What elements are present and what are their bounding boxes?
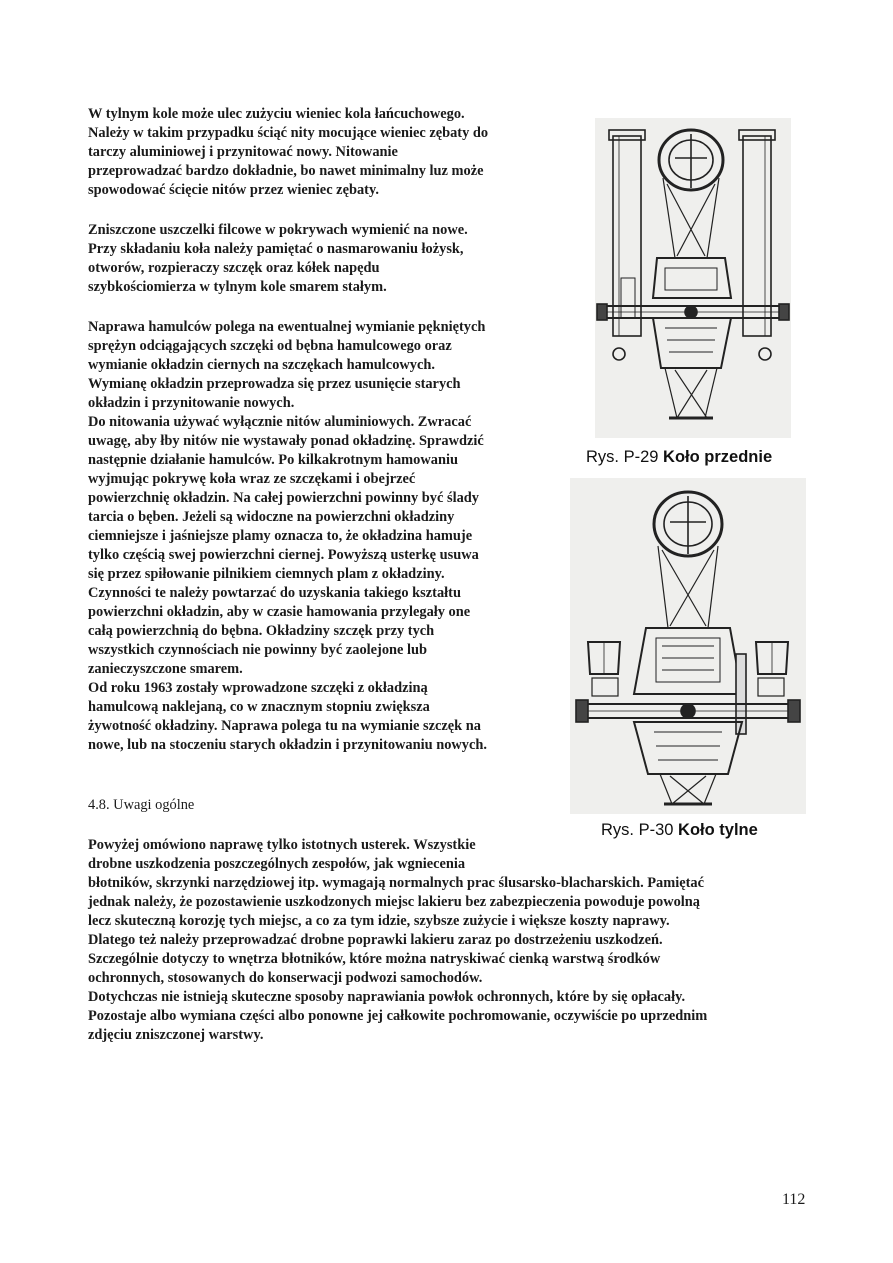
text-line: Pozostaje albo wymiana części albo ponowne jej całkowite pochromowanie, oczywiście po uprzednim (88, 1008, 708, 1024)
text-line: drobne uszkodzenia poszczególnych zespołów, jak wgniecenia (88, 856, 466, 872)
section-heading: 4.8. Uwagi ogólne (88, 797, 195, 813)
rear-wheel-figure (570, 478, 806, 814)
front-wheel-caption (586, 448, 772, 467)
caption-title: Koło przednie (663, 448, 773, 466)
front-wheel-hub-drawing-icon (595, 118, 791, 438)
paragraph-seals (88, 221, 468, 297)
text-line: żywotność okładziny. Naprawa polega tu na wymianie szczęk na (88, 718, 481, 734)
rear-wheel-caption (601, 821, 758, 840)
text-line: tarczy aluminiowej i przynitować nowy. Nitowanie (88, 144, 398, 160)
text-line: ochronnych, stosowanych do konserwacji podwozi samochodów. (88, 970, 483, 986)
text-line: całą powierzchnią do bębna. Okładziny szczęk przy tych (88, 623, 435, 639)
text-line: ciemniejsze i jaśniejsze plamy oznacza to, że okładzina hamuje (88, 528, 473, 544)
text-line: spowodować ścięcie nitów przez wieniec zębaty. (88, 182, 379, 198)
caption-prefix: Rys. P-30 (601, 821, 674, 839)
text-line: Czynności te należy powtarzać do uzyskania takiego kształtu (88, 585, 461, 601)
text-line: hamulcową naklejaną, co w znacznym stopniu zwiększa (88, 699, 430, 715)
text-line: otworów, rozpieraczy szczęk oraz kółek napędu (88, 260, 380, 276)
text-line: okładzin i przynitowanie nowych. (88, 395, 295, 411)
text-line: wyjmując pokrywę koła wraz ze szczękami i obejrzeć (88, 471, 416, 487)
caption-title: Koło tylne (678, 821, 758, 839)
text-line: przeprowadzać bardzo dokładnie, bo nawet minimalny luz może (88, 163, 484, 179)
text-line: się przez spiłowanie pilnikiem ciemnych plam z okładziny. (88, 566, 445, 582)
text-line: następnie działanie hamulców. Po kilkakrotnym hamowaniu (88, 452, 458, 468)
text-line: Do nitowania używać wyłącznie nitów aluminiowych. Zwracać (88, 414, 472, 430)
paragraph-chain-wheel (88, 105, 488, 200)
text-line: Zniszczone uszczelki filcowe w pokrywach wymienić na nowe. (88, 222, 468, 238)
text-line: Szczególnie dotyczy to wnętrza błotników, które można natryskiwać cienką warstwą środków (88, 951, 661, 967)
text-line: tylko częścią swej powierzchni ciernej. Powyższą usterkę usuwa (88, 547, 479, 563)
text-line: tarcia o bęben. Jeżeli są widoczne na powierzchni okładziny (88, 509, 455, 525)
text-line: Należy w takim przypadku ściąć nity mocujące wieniec zębaty do (88, 125, 489, 141)
text-line: Dotychczas nie istnieją skuteczne sposoby naprawiania powłok ochronnych, które by się opłacały. (88, 989, 686, 1005)
paragraph-brakes (88, 318, 487, 755)
text-line: W tylnym kole może ulec zużyciu wieniec kola łańcuchowego. (88, 106, 465, 122)
paragraph-general-notes (88, 836, 707, 1045)
front-wheel-figure (595, 118, 791, 438)
caption-prefix: Rys. P-29 (586, 448, 659, 466)
rear-wheel-hub-drawing-icon (570, 478, 806, 814)
text-line: Dlatego też należy przeprowadzać drobne poprawki lakieru zaraz po dostrzeżeniu uszkodzeń. (88, 932, 663, 948)
text-line: Wymianę okładzin przeprowadza się przez usunięcie starych (88, 376, 461, 392)
text-line: błotników, skrzynki narzędziowej itp. wymagają normalnych prac ślusarsko-blacharskich. Pamiętać (88, 875, 705, 891)
text-line: nowe, lub na stoczeniu starych okładzin i przynitowaniu nowych. (88, 737, 487, 753)
text-line: zanieczyszczone smarem. (88, 661, 243, 677)
text-line: wszystkich czynnościach nie powinny być zaolejone lub (88, 642, 428, 658)
text-line: jednak należy, że pozostawienie uszkodzonych miejsc lakieru bez zabezpieczenia powoduje powolną (88, 894, 700, 910)
text-line: Przy składaniu koła należy pamiętać o nasmarowaniu łożysk, (88, 241, 464, 257)
text-line: sprężyn odciągających szczęki od bębna hamulcowego oraz (88, 338, 452, 354)
text-line: Od roku 1963 zostały wprowadzone szczęki z okładziną (88, 680, 428, 696)
page-number: 112 (782, 1191, 806, 1208)
text-line: lecz skuteczną korozję tych miejsc, a co za tym idzie, szybsze zużycie i większe koszty naprawy. (88, 913, 670, 929)
text-line: Powyżej omówiono naprawę tylko istotnych usterek. Wszystkie (88, 837, 476, 853)
text-line: zdjęciu zniszczonej warstwy. (88, 1027, 264, 1043)
text-line: uwagę, aby łby nitów nie wystawały ponad okładzinę. Sprawdzić (88, 433, 484, 449)
text-line: wymianie okładzin ciernych na szczękach hamulcowych. (88, 357, 435, 373)
text-line: powierzchni okładzin, aby w czasie hamowania przylegały one (88, 604, 471, 620)
text-line: szybkościomierza w tylnym kole smarem stałym. (88, 279, 387, 295)
text-line: powierzchnię okładzin. Na całej powierzchni powinny być ślady (88, 490, 479, 506)
text-line: Naprawa hamulców polega na ewentualnej wymianie pękniętych (88, 319, 486, 335)
